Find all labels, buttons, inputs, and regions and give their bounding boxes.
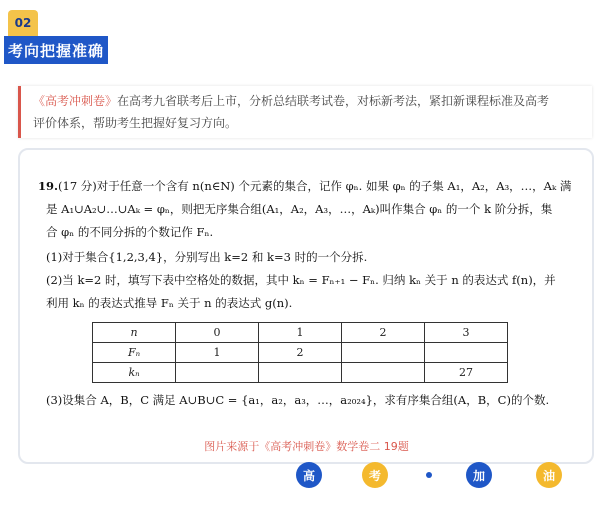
table-row xyxy=(93,363,508,383)
question-number: 19. xyxy=(38,179,59,193)
intro-line-2: 评价体系，帮助考生把握好复习方向。 xyxy=(33,116,238,130)
slogan-circle-4: 油 xyxy=(536,462,562,488)
slogan-circle-1: 高 xyxy=(296,462,322,488)
table-cell: 27 xyxy=(425,363,508,383)
table-cell: 1 xyxy=(176,343,259,363)
question-line-2: 是 A₁∪A₂∪…∪Aₖ = φₙ，则把无序集合组(A₁，A₂，A₃，…，Aₖ)叫作集合 φₙ 的一个 k 阶分拆，集 xyxy=(46,202,553,216)
intro-card xyxy=(18,86,592,138)
question-part-3: (3)设集合 A，B，C 满足 A∪B∪C = {a₁，a₂，a₃，…，a₂₀₂₄}，求有序集合组(A，B，C)的个数. xyxy=(46,393,550,407)
intro-line-1-text: 在高考九省联考后上市，分析总结联考试卷，对标新考法，紧扣新课程标准及高考 xyxy=(117,94,550,108)
table-cell xyxy=(342,343,425,363)
table-cell xyxy=(425,343,508,363)
table-cell: 3 xyxy=(425,323,508,343)
table-cell xyxy=(342,363,425,383)
slogan-circle-3: 加 xyxy=(466,462,492,488)
slogan-circle-2: 考 xyxy=(362,462,388,488)
table-cell: Fₙ xyxy=(93,343,176,363)
table-cell xyxy=(176,363,259,383)
intro-line-1 xyxy=(33,90,582,112)
question-text-1: (17 分)对于任意一个含有 n(n∈N) 个元素的集合，记作 φₙ. 如果 φₙ 的子集 A₁，A₂，A₃，…，Aₖ 满 xyxy=(58,179,572,193)
question-part-1: (1)对于集合{1,2,3,4}，分别写出 k=2 和 k=3 时的一个分拆. xyxy=(46,250,368,264)
question-line-3: 合 φₙ 的不同分拆的个数记作 Fₙ. xyxy=(46,225,214,239)
table-cell: 2 xyxy=(342,323,425,343)
question-line-1 xyxy=(38,178,571,194)
table-cell: 2 xyxy=(259,343,342,363)
question-part-2: (2)当 k=2 时，填写下表中空格处的数据，其中 kₙ = Fₙ₊₁ − Fₙ. 归纳 kₙ 关于 n 的表达式 f(n)，并 xyxy=(46,273,556,287)
section-title: 考向把握准确 xyxy=(4,36,108,64)
image-source-caption: 图片来源于《高考冲刺卷》数学卷二 19题 xyxy=(204,440,409,453)
table-row xyxy=(93,343,508,363)
table-cell: 0 xyxy=(176,323,259,343)
data-table xyxy=(92,322,508,383)
intro-book-name: 《高考冲刺卷》 xyxy=(33,94,118,108)
table-cell: kₙ xyxy=(93,363,176,383)
table-cell: 1 xyxy=(259,323,342,343)
table-row xyxy=(93,323,508,343)
table-cell: n xyxy=(93,323,176,343)
question-part-2-cont: 利用 kₙ 的表达式推导 Fₙ 关于 n 的表达式 g(n). xyxy=(46,296,293,310)
separator-dot xyxy=(426,472,432,478)
section-number-tag: 02 xyxy=(8,10,38,36)
table-cell xyxy=(259,363,342,383)
